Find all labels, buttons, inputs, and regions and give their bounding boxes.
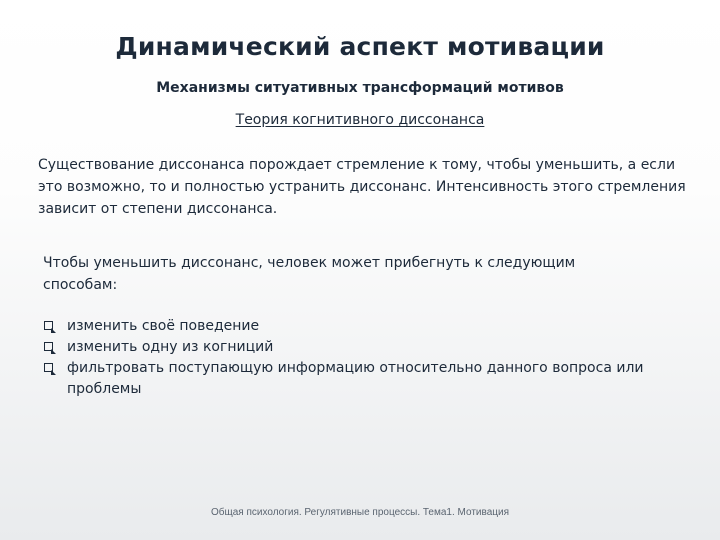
theory-heading — [0, 112, 720, 128]
list-item-text: изменить своё поведение — [67, 318, 260, 334]
list-item — [43, 316, 683, 337]
methods-intro-paragraph: Чтобы уменьшить диссонанс, человек может прибегнуть к следующим способам: — [43, 255, 576, 293]
dissonance-paragraph: Существование диссонанса порождает стремление к тому, чтобы уменьшить, а если это возможно, то и полностью устранить диссонанс. Интенсивность этого стремления зависит от степени диссонанса. — [38, 157, 686, 217]
slide-title: Динамический аспект мотивации — [115, 32, 605, 61]
checkbox-bullet-icon — [44, 342, 53, 351]
slide-footer: Общая психология. Регулятивные процессы. Тема1. Мотивация — [211, 507, 509, 518]
list-item — [43, 358, 683, 400]
checkbox-bullet-icon — [44, 363, 53, 372]
slide-subtitle: Механизмы ситуативных трансформаций мотивов — [156, 80, 564, 96]
theory-heading-text: Теория когнитивного диссонанса — [235, 112, 485, 128]
list-item — [43, 337, 683, 358]
methods-list — [43, 316, 683, 400]
list-item-text: фильтровать поступающую информацию относительно данного вопроса или проблемы — [67, 360, 644, 397]
checkbox-bullet-icon — [44, 321, 53, 330]
list-item-text: изменить одну из когниций — [67, 339, 274, 355]
